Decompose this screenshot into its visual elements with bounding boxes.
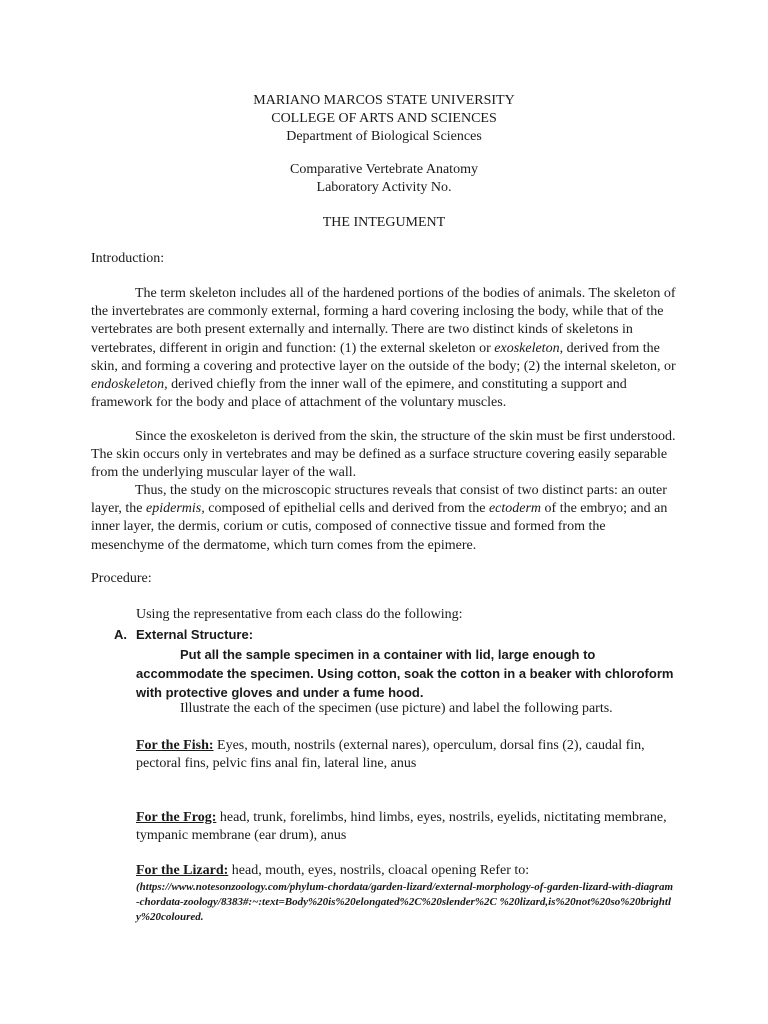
procedure-heading: Procedure: (91, 571, 152, 586)
lizard-parts: For the Lizard: head, mouth, eyes, nostrils, cloacal opening Refer to: (136, 863, 530, 878)
college-name: COLLEGE OF ARTS AND SCIENCES (271, 111, 497, 126)
document-header (0, 92, 768, 146)
procedure-intro: Using the representative from each class do the following: (136, 607, 463, 622)
section-a-illustrate: Illustrate the each of the specimen (use picture) and label the following parts. (180, 701, 613, 716)
intro-paragraph-3: Thus, the study on the microscopic structures reveals that consist of two distinct parts: an outer layer, the epidermis, composed of epithelial cells and derived from the ectoderm of the embryo; and an inner layer, the dermis, corium or cutis, composed of connective tissue and formed from the mesenchyme of the dermatome, which turn comes from the epimere. (91, 483, 668, 553)
course-name: Comparative Vertebrate Anatomy (290, 162, 478, 177)
intro-paragraph-2: Since the exoskeleton is derived from the skin, the structure of the skin must be first understood. The skin occurs only in vertebrates and may be defined as a surface structure covering easily separable from the underlying muscular layer of the wall. (91, 429, 676, 481)
frog-parts: For the Frog: head, trunk, forelimbs, hind limbs, eyes, nostrils, eyelids, nictitating membrane, tympanic membrane (ear drum), anus (136, 810, 667, 843)
document-title: THE INTEGUMENT (322, 215, 446, 230)
activity-label: Laboratory Activity No. (316, 180, 452, 195)
introduction-heading: Introduction: (91, 251, 165, 266)
course-info (0, 161, 768, 197)
department-name: Department of Biological Sciences (286, 129, 482, 144)
section-a-instruction: Put all the sample specimen in a container with lid, large enough to accommodate the specimen. Using cotton, soak the cotton in a beaker with chloroform with protective gloves and under a fume hood. (136, 647, 674, 700)
intro-paragraph-1: The term skeleton includes all of the hardened portions of the bodies of animals. The skeleton of the invertebrates are commonly external, forming a hard covering inclosing the body, while that of the vertebrates are both present externally and internally. There are two distinct kinds of skeletons in vertebrates, different in origin and function: (1) the external skeleton or exoskeleton, derived from the skin, and forming a covering and protective layer on the outside of the body; (2) the internal skeleton, or endoskeleton, derived chiefly from the inner wall of the epimere, and constituting a support and framework for the body and place of attachment of the voluntary muscles. (91, 286, 676, 411)
lizard-reference-link[interactable]: (https://www.notesonzoology.com/phylum-chordata/garden-lizard/external-morphology-of-garden-lizard-with-diagram-chordata-zoology/8383#:~:text=Body%20is%20elongated%2C%20slender%2C %20lizard,is%20not%20so%20brightly%20coloured. (136, 881, 673, 923)
fish-parts: For the Fish: Eyes, mouth, nostrils (external nares), operculum, dorsal fins (2), caudal fin, pectoral fins, pelvic fins anal fin, lateral line, anus (136, 738, 645, 771)
section-a-title: External Structure: (136, 627, 254, 642)
section-a-marker: A. (114, 627, 127, 642)
university-name: MARIANO MARCOS STATE UNIVERSITY (253, 93, 515, 108)
